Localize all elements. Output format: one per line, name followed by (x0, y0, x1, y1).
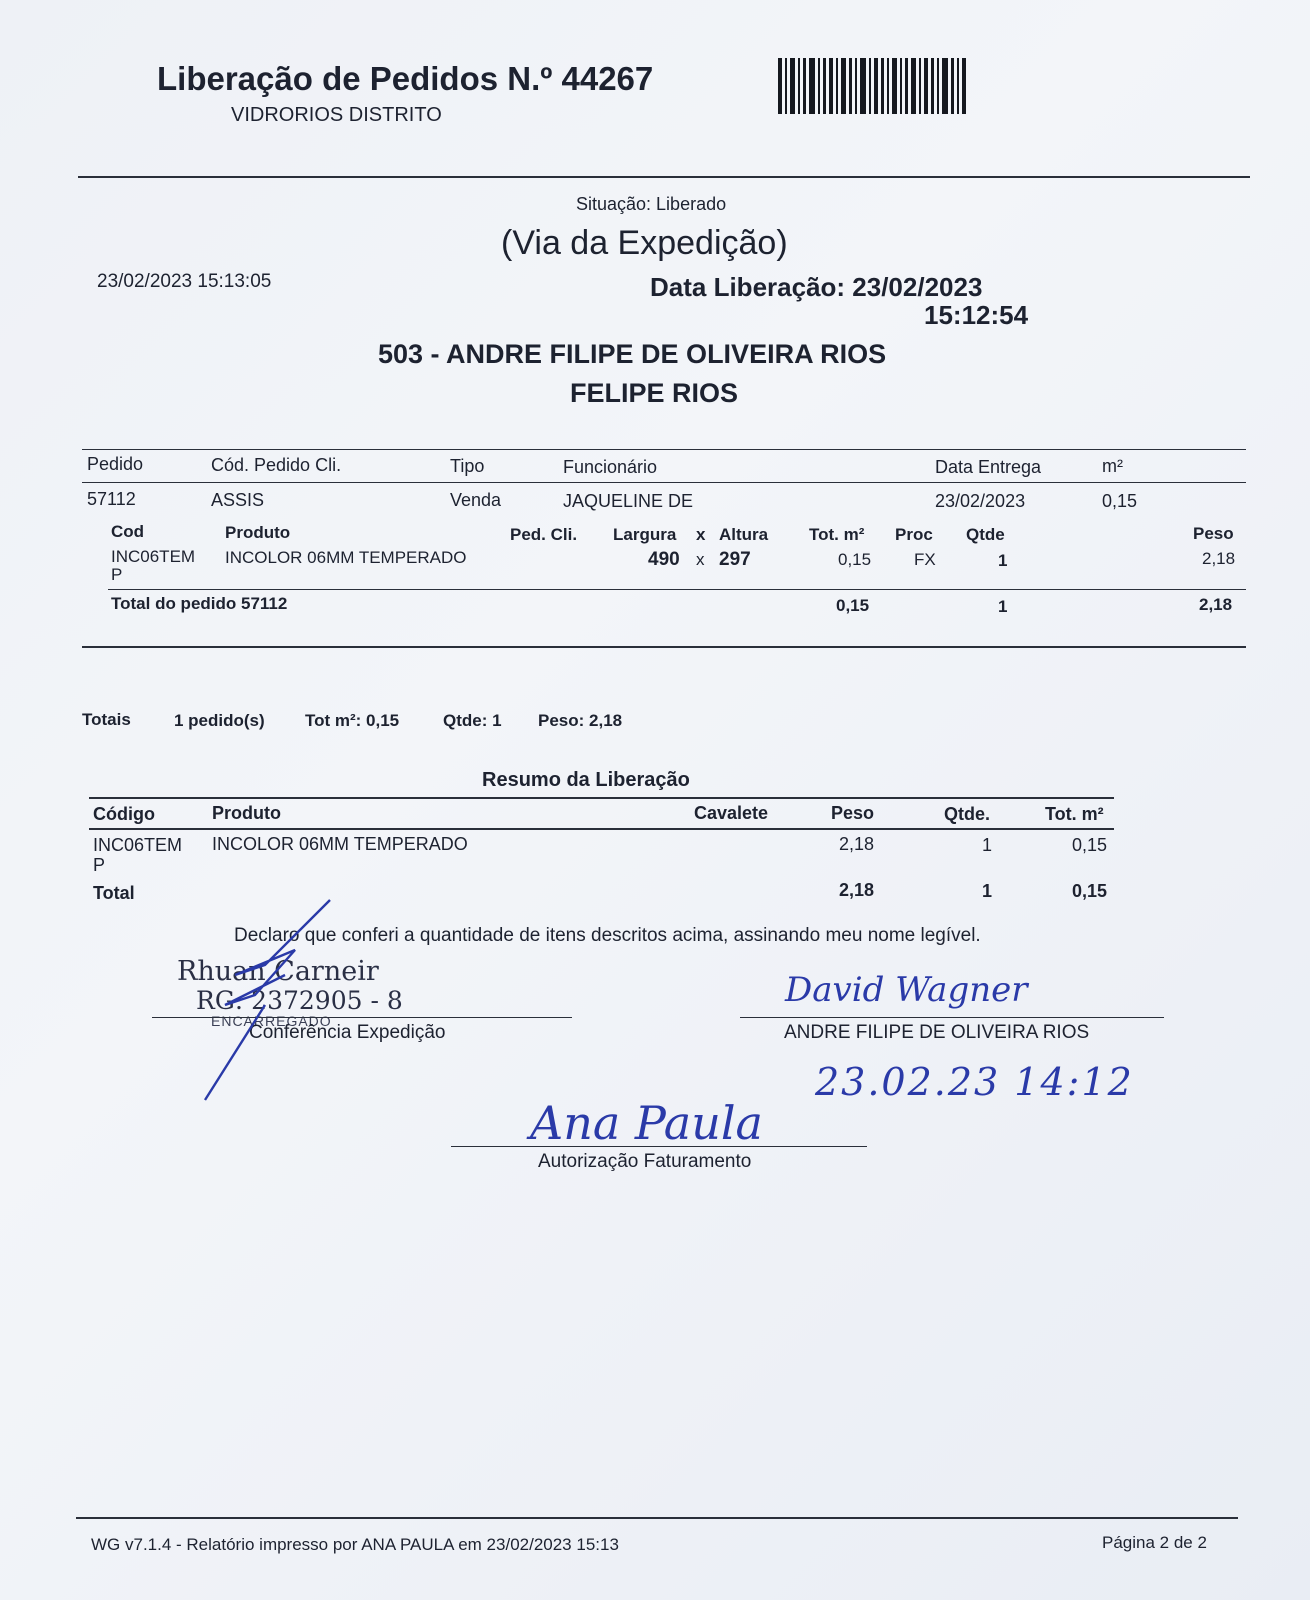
header-divider (78, 176, 1250, 178)
conferencia-label: Conferência Expedição (249, 1022, 446, 1043)
barcode (778, 58, 984, 114)
client-signature-line (740, 1017, 1164, 1018)
print-datetime: 23/02/2023 15:13:05 (97, 271, 272, 292)
order-total-peso: 2,18 (1199, 595, 1233, 614)
order-table-top-rule (82, 449, 1246, 450)
summary-tot-m2: 0,15 (1072, 835, 1108, 855)
footer-print-info: WG v7.1.4 - Relatório impresso por ANA PAULA em 23/02/2023 15:13 (91, 1535, 619, 1554)
autorizacao-signature-line (451, 1146, 867, 1147)
order-cod-pedido-cli: ASSIS (211, 490, 265, 510)
client-signature-label: ANDRE FILIPE DE OLIVEIRA RIOS (784, 1022, 1090, 1043)
client-name: 503 - ANDRE FILIPE DE OLIVEIRA RIOS (378, 339, 887, 369)
item-tot-m2: 0,15 (838, 550, 872, 569)
summary-qtde: 1 (982, 835, 993, 855)
item-produto: INCOLOR 06MM TEMPERADO (225, 548, 467, 567)
item-x-header: x (696, 525, 706, 544)
order-total-qtde: 1 (998, 597, 1008, 616)
stamp-name: Rhuan Carneir (177, 956, 379, 987)
col-cod-pedido-cli-header: Cód. Pedido Cli. (211, 455, 342, 475)
summary-total-tot-m2: 0,15 (1072, 881, 1108, 901)
footer-page-number: Página 2 de 2 (1102, 1533, 1207, 1552)
summary-top-rule (89, 797, 1114, 799)
summary-qtde-header: Qtde. (944, 804, 991, 824)
summary-codigo-header: Código (93, 804, 155, 824)
company-name: VIDRORIOS DISTRITO (231, 104, 442, 126)
footer-rule (76, 1517, 1238, 1519)
totals-pedidos: 1 pedido(s) (174, 711, 265, 730)
conferencia-signature-scribble (195, 895, 345, 1105)
item-produto-header: Produto (225, 523, 291, 542)
totals-label: Totais (82, 710, 131, 729)
stamp-role: ENCARREGADO (211, 1013, 332, 1029)
summary-produto: INCOLOR 06MM TEMPERADO (212, 834, 468, 854)
item-peso: 2,18 (1202, 549, 1236, 568)
order-total-label: Total do pedido 57112 (111, 594, 288, 613)
document-title: Liberação de Pedidos N.º 44267 (157, 60, 654, 97)
summary-total-qtde: 1 (982, 881, 993, 901)
order-data-entrega: 23/02/2023 (935, 491, 1026, 511)
order-total-tot-m2: 0,15 (836, 596, 870, 615)
item-largura-header: Largura (613, 525, 677, 544)
summary-peso-header: Peso (831, 803, 875, 823)
situation-status: Situação: Liberado (576, 194, 727, 214)
order-pedido: 57112 (87, 489, 136, 509)
totals-tot-m2: Tot m²: 0,15 (305, 711, 400, 730)
item-tot-m2-header: Tot. m² (809, 525, 865, 544)
summary-total-label: Total (93, 883, 135, 903)
item-proc-header: Proc (895, 525, 933, 544)
col-tipo-header: Tipo (450, 456, 485, 476)
summary-cavalete-header: Cavalete (694, 803, 769, 823)
item-ped-cli-header: Ped. Cli. (510, 525, 578, 544)
release-time: 15:12:54 (924, 300, 1029, 330)
order-table-header-rule (82, 482, 1246, 483)
item-cod-header: Cod (111, 522, 145, 541)
item-largura: 490 (648, 549, 680, 570)
client-signature-date: 23.02.23 14:12 (815, 1060, 1134, 1104)
col-pedido-header: Pedido (87, 454, 144, 474)
release-date: Data Liberação: 23/02/2023 (650, 272, 983, 302)
totals-peso: Peso: 2,18 (538, 711, 623, 730)
item-cod-line2: P (111, 565, 123, 584)
summary-produto-header: Produto (212, 803, 281, 823)
order-m2: 0,15 (1102, 491, 1138, 511)
col-m2-header: m² (1102, 456, 1123, 476)
item-altura: 297 (719, 549, 751, 570)
col-funcionario-header: Funcionário (563, 457, 658, 477)
declaration-text: Declaro que conferi a quantidade de itens descritos acima, assinando meu nome legível. (234, 925, 981, 946)
order-total-rule (108, 589, 1246, 590)
client-short-name: FELIPE RIOS (570, 378, 739, 408)
item-proc: FX (914, 550, 936, 569)
item-x: x (696, 550, 705, 569)
via-label: (Via da Expedição) (501, 224, 788, 262)
order-table-bottom-rule (82, 646, 1246, 648)
item-qtde: 1 (998, 551, 1008, 570)
item-peso-header: Peso (1193, 524, 1234, 543)
order-funcionario: JAQUELINE DE (563, 491, 694, 511)
summary-codigo-line2: P (93, 855, 106, 875)
client-signature: David Wagner (785, 970, 1028, 1010)
autorizacao-signature: Ana Paula (530, 1096, 763, 1150)
autorizacao-label: Autorização Faturamento (538, 1151, 752, 1172)
summary-total-peso: 2,18 (839, 880, 875, 900)
summary-tot-m2-header: Tot. m² (1045, 804, 1104, 824)
stamp-rg: RG: 2372905 - 8 (196, 986, 403, 1015)
order-tipo: Venda (450, 490, 502, 510)
col-data-entrega-header: Data Entrega (935, 457, 1042, 477)
summary-title: Resumo da Liberação (482, 769, 690, 791)
totals-qtde: Qtde: 1 (443, 711, 502, 730)
item-cod-line1: INC06TEM (111, 547, 196, 566)
summary-peso: 2,18 (839, 834, 875, 854)
item-qtde-header: Qtde (966, 525, 1005, 544)
summary-codigo-line1: INC06TEM (93, 835, 183, 855)
summary-header-rule (89, 828, 1114, 830)
item-altura-header: Altura (719, 525, 769, 544)
